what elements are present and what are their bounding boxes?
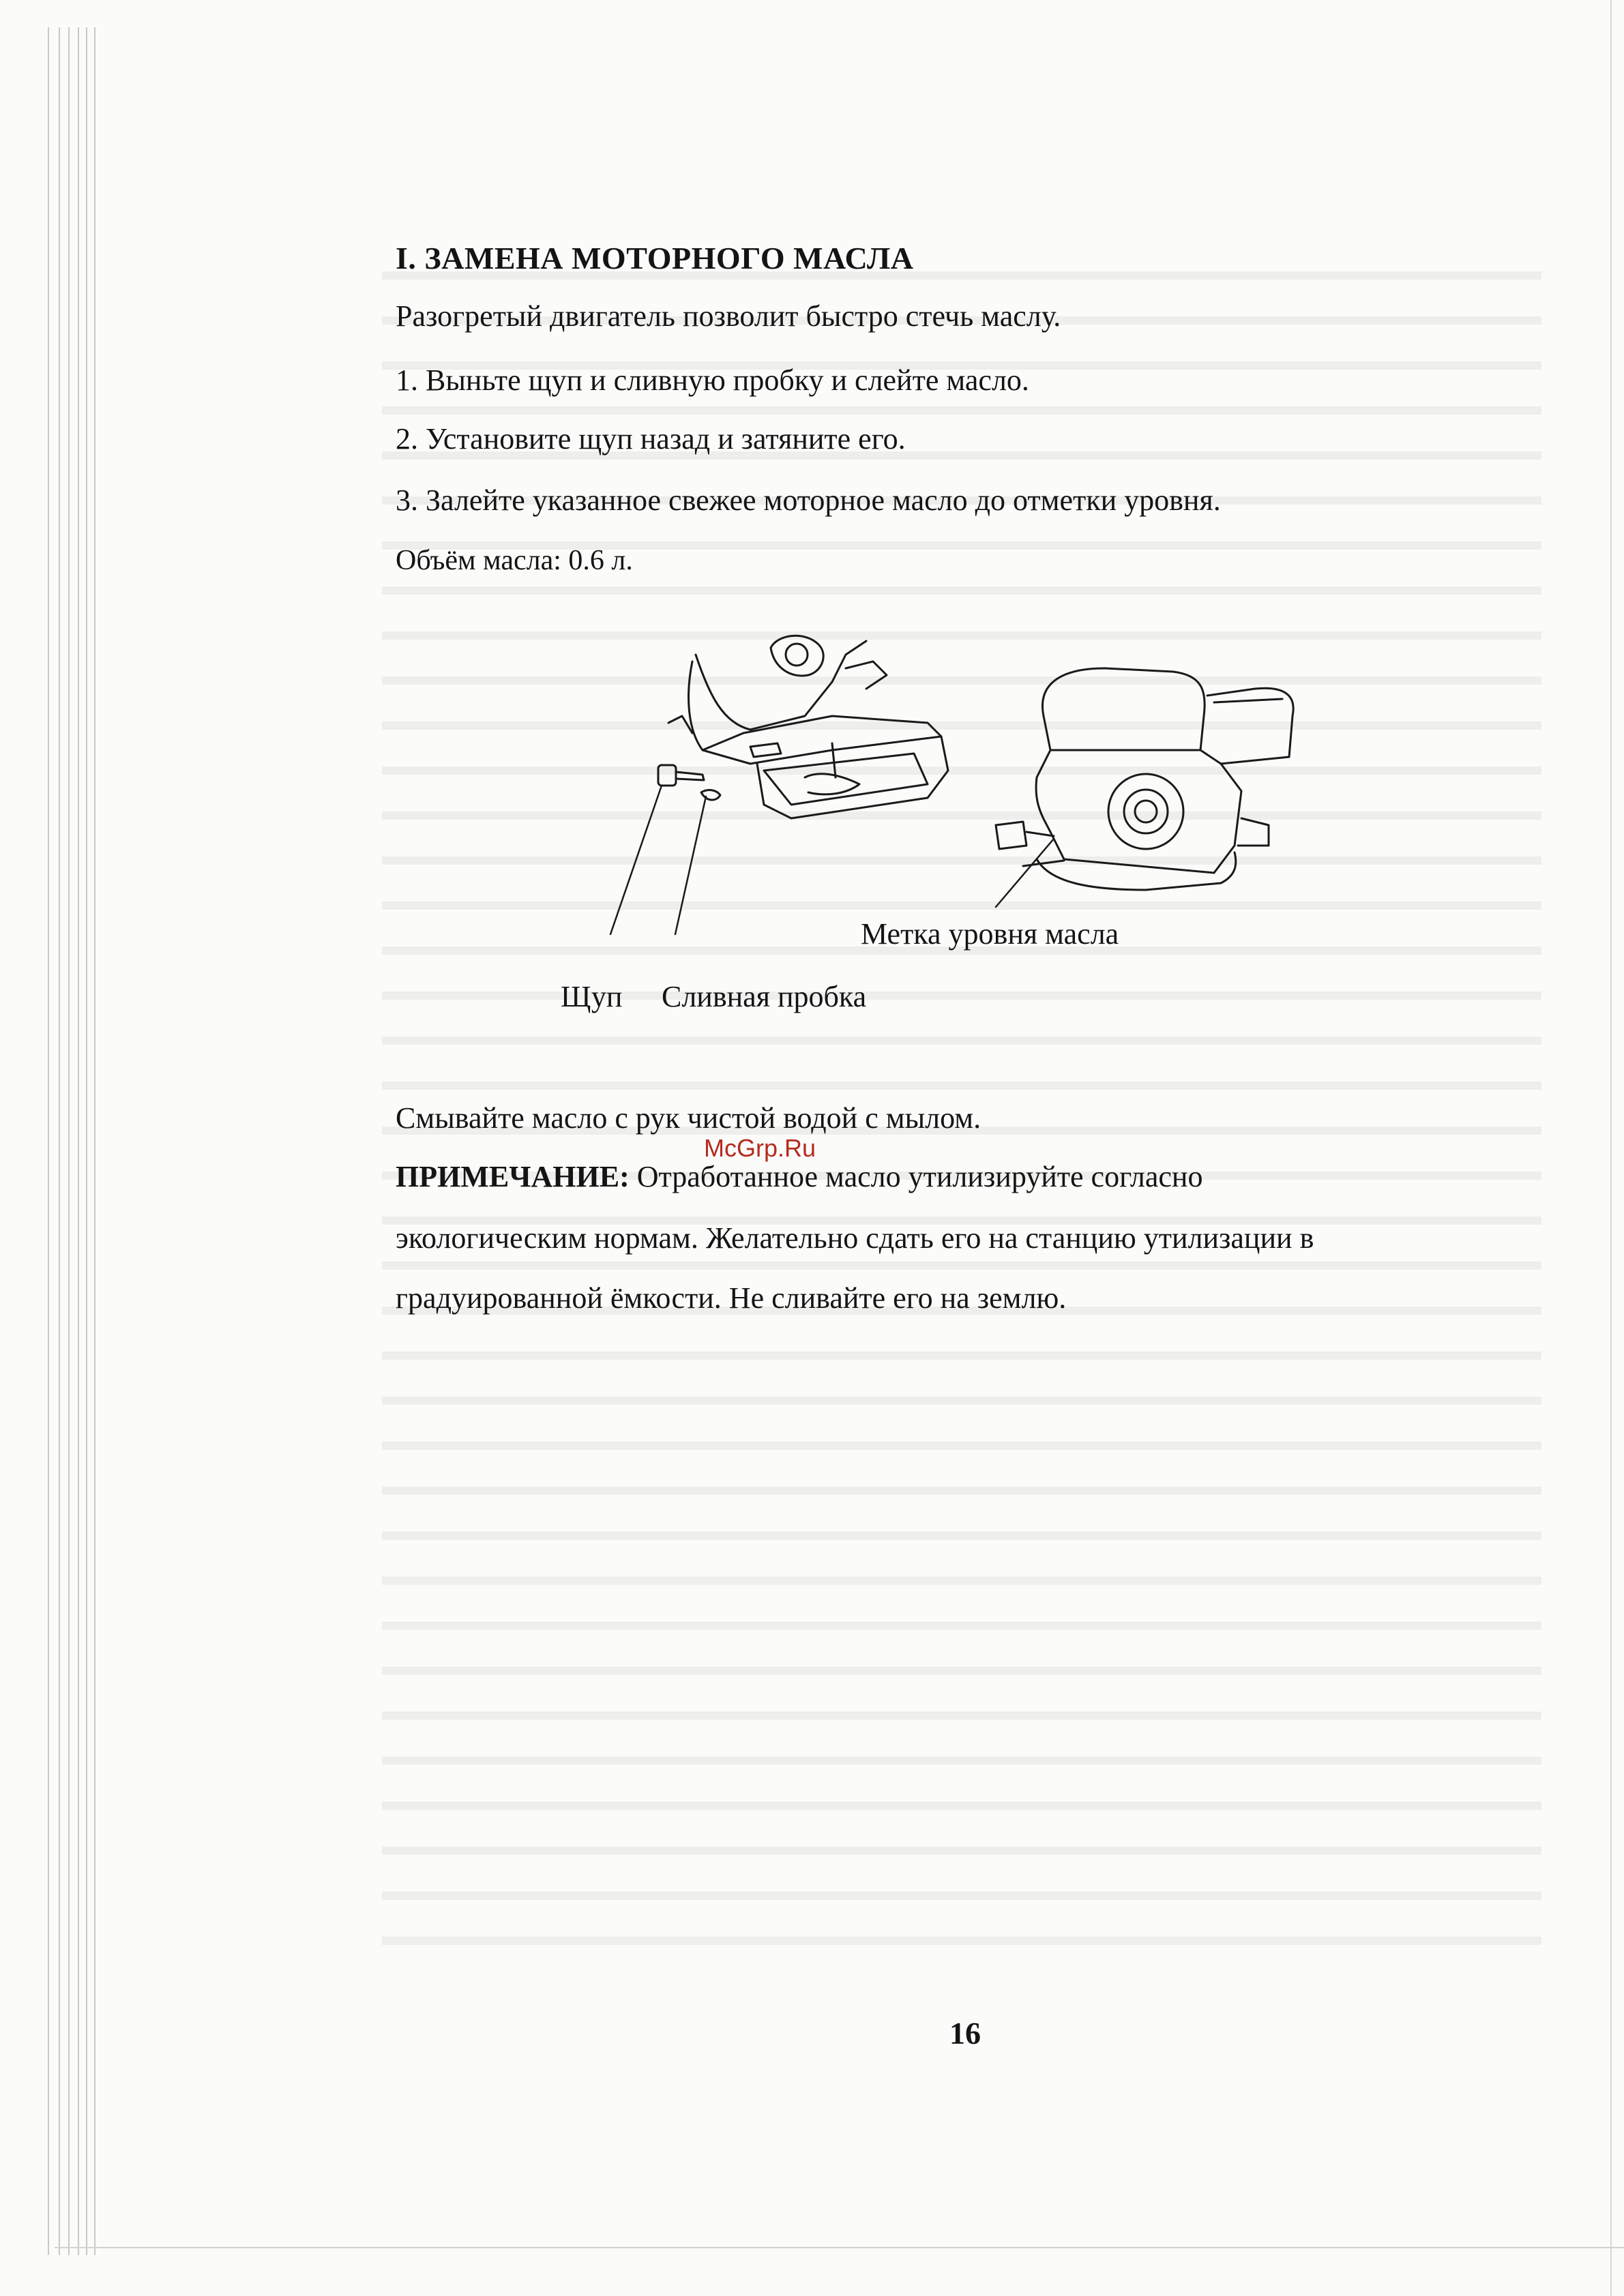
label-drain-plug: Сливная пробка [662,980,867,1013]
step-1: 1. Выньте щуп и сливную пробку и слейте масло. [396,363,1029,397]
wash-hands-text: Смывайте масло с рук чистой водой с мылом. [396,1101,981,1135]
intro-text: Разогретый двигатель позволит быстро стечь маслу. [396,299,1061,333]
oil-change-illustration [546,614,1330,1037]
site-watermark: McGrp.Ru [704,1134,816,1162]
note-text-1: Отработанное масло утилизируйте согласно [629,1160,1203,1193]
engine-side-drawing [996,668,1293,890]
drain-plug-leader [675,796,706,934]
label-dipstick: Щуп [561,980,623,1013]
note-line-1 [396,1159,1202,1194]
label-oil-level-mark: Метка уровня масла [861,917,1119,951]
dipstick-leader [610,786,662,934]
section-heading: I. ЗАМЕНА МОТОРНОГО МАСЛА [396,241,914,275]
note-label: ПРИМЕЧАНИЕ: [396,1160,630,1193]
dipstick-drawing [658,765,704,786]
drain-plug-drawing [701,790,720,801]
step-3: 3. Залейте указанное свежее моторное масло до отметки уровня. [396,483,1221,517]
page-number: 16 [949,2016,981,2051]
note-line-2: экологическим нормам. Желательно сдать его на станцию утилизации в [396,1221,1314,1255]
note-line-3: градуированной ёмкости. Не сливайте его на землю. [396,1281,1067,1315]
oil-volume: Объём масла: 0.6 л. [396,545,633,576]
engine-drawing [546,614,1330,1037]
step-2: 2. Установите щуп назад и затяните его. [396,422,906,456]
